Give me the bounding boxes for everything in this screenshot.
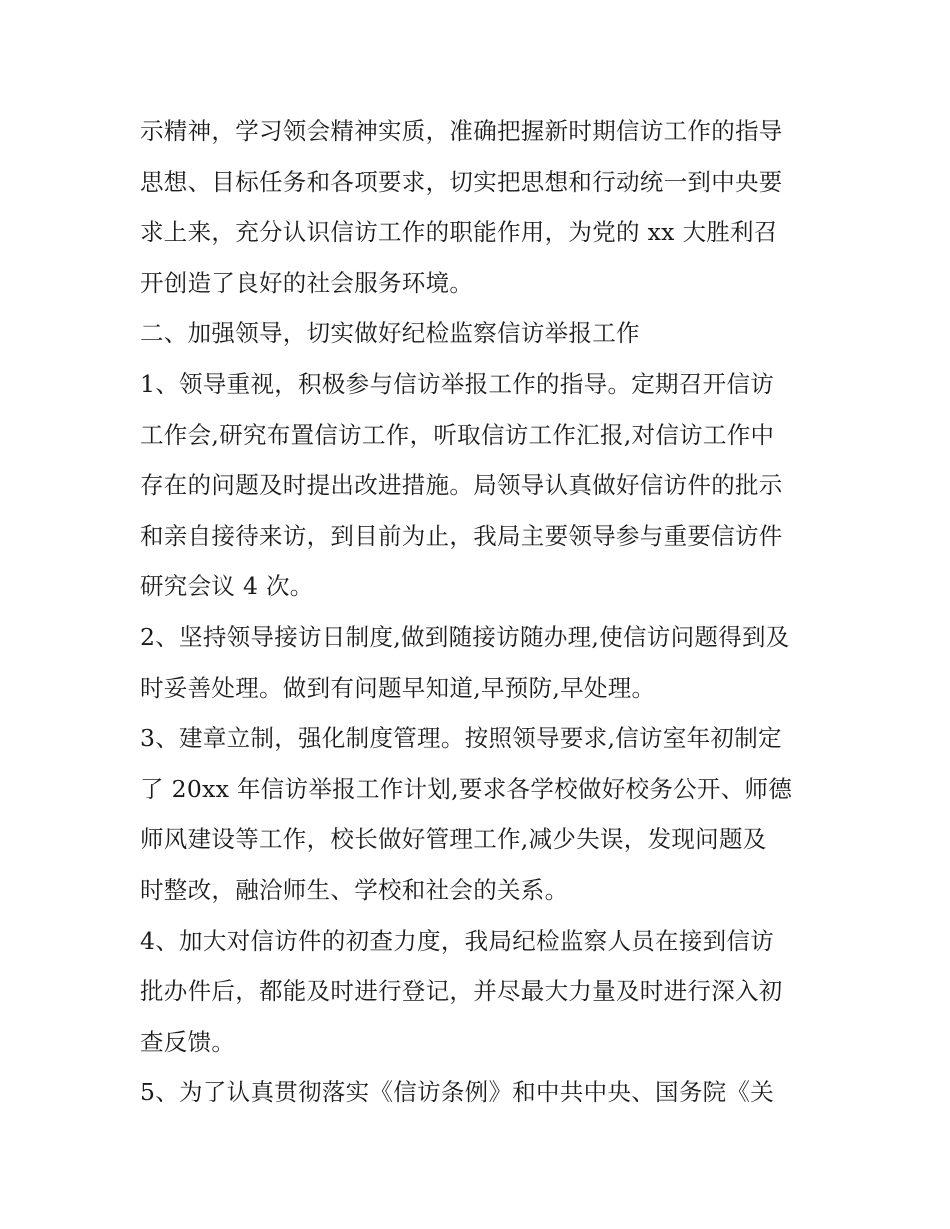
text-line: 存在的问题及时提出改进措施。局领导认真做好信访件的批示 (140, 471, 783, 500)
text-line: 查反馈。 (140, 1027, 236, 1056)
text-line: 5、为了认真贯彻落实《信访条例》和中共中央、国务院《关 (140, 1078, 775, 1107)
text-line: 开创造了良好的社会服务环境。 (140, 268, 474, 297)
text-line: 3、建章立制，强化制度管理。按照领导要求,信访室年初制定 (140, 724, 782, 753)
text-line: 师风建设等工作，校长做好管理工作,减少失误，发现问题及 (140, 825, 767, 854)
text-line: 和亲自接待来访，到目前为止，我局主要领导参与重要信访件 (140, 521, 783, 550)
text-line: 工作会,研究布置信访工作，听取信访工作汇报,对信访工作中 (140, 420, 775, 449)
text-line: 思想、目标任务和各项要求，切实把思想和行动统一到中央要 (140, 167, 783, 196)
text-line: 4、加大对信访件的初查力度，我局纪检监察人员在接到信访 (140, 926, 775, 955)
text-line: 了 20xx 年信访举报工作计划,要求各学校做好校务公开、师德 (140, 774, 793, 803)
text-line: 2、坚持领导接访日制度,做到随接访随办理,使信访问题得到及 (140, 622, 790, 651)
text-line: 求上来，充分认识信访工作的职能作用，为党的 xx 大胜利召 (140, 218, 778, 247)
text-line: 示精神，学习领会精神实质，准确把握新时期信访工作的指导 (140, 117, 783, 145)
text-line: 研究会议 4 次。 (140, 572, 314, 601)
text-line: 批办件后，都能及时进行登记，并尽最大力量及时进行深入初 (140, 977, 783, 1006)
text-line: 时妥善处理。做到有问题早知道,早预防,早处理。 (140, 673, 656, 702)
text-line: 1、领导重视，积极参与信访举报工作的指导。定期召开信访 (140, 369, 775, 398)
document-body (140, 106, 820, 1118)
section-heading: 二、加强领导，切实做好纪检监察信访举报工作 (140, 319, 640, 348)
text-line: 时整改，融洽师生、学校和社会的关系。 (140, 875, 569, 904)
